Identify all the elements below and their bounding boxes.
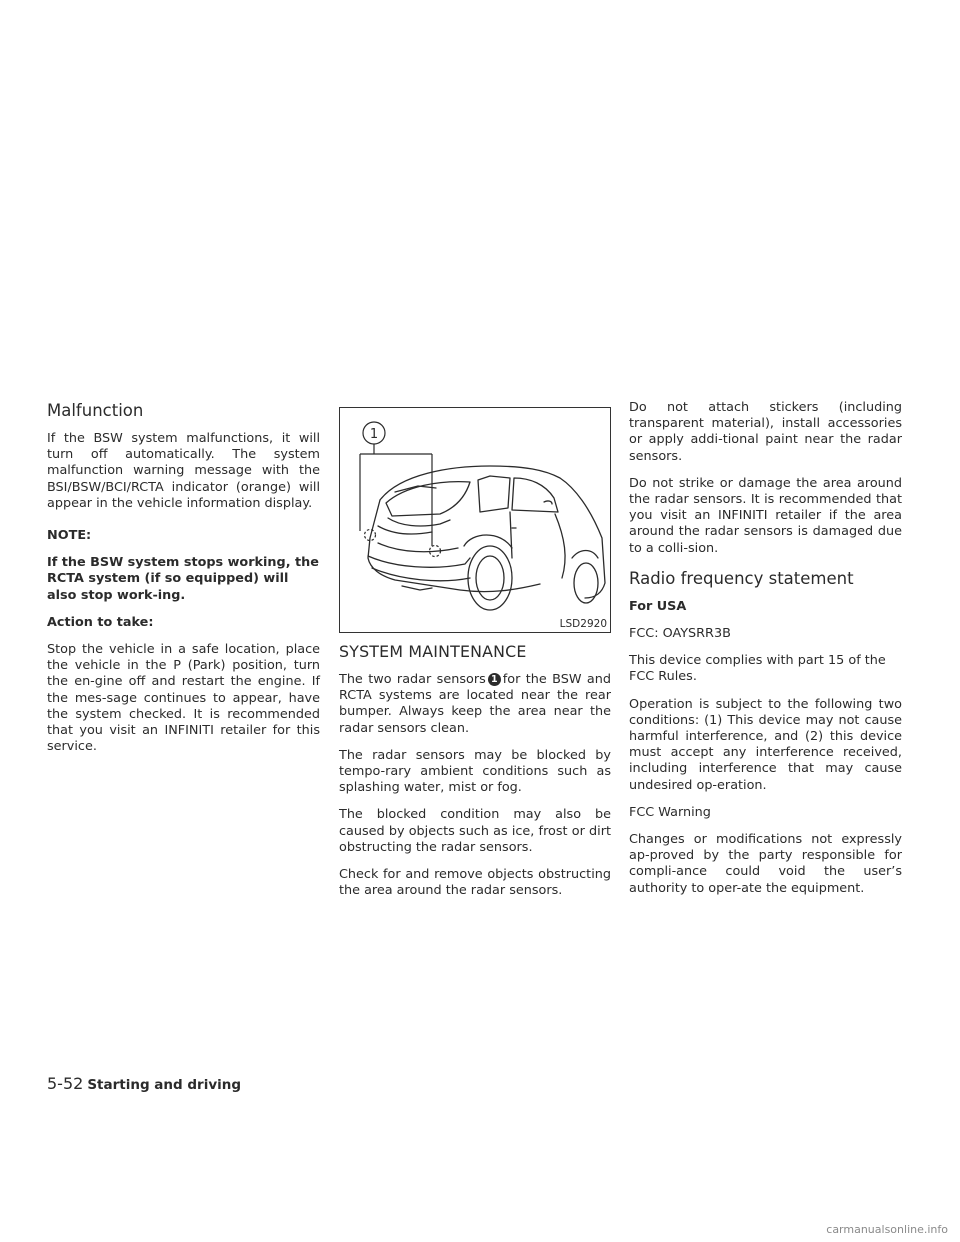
note-label: NOTE: [47,528,92,544]
maintenance-paragraph-3: The blocked condition may also be caused by objects such as ice, frost or dirt obstructing the radar sensors. [339,807,611,855]
maintenance-paragraph-2: The radar sensors may be blocked by tempo-rary ambient conditions such as splashing water, mist or fog. [339,747,611,796]
radar-sensor-figure [339,407,611,633]
page-footer [47,1074,241,1093]
column-left [47,400,320,766]
action-paragraph: Stop the vehicle in a safe location, place the vehicle in the P (Park) position, turn the en-gine off and restart the engine. If the mes-sage continues to appear, have the system checked. It is recommended that you visit an INFINITI retailer for this service. [47,642,320,755]
figure-code: LSD2920 [559,618,607,630]
damage-paragraph: Do not strike or damage the area around the radar sensors. It is recommended that you visit an INFINITI retailer if the area around the radar sensors is damaged due to a colli-sion. [629,475,902,556]
note-text: If the BSW system stops working, the RCTA system (if so equipped) will also stop work-ing. [47,555,319,603]
stickers-paragraph: Do not attach stickers (including transparent material), install accessories or apply addi-tional paint near the radar sensors. [629,400,902,464]
callout-number: 1 [369,427,379,442]
maintenance-paragraph-1 [339,672,611,737]
section-title: Starting and driving [87,1077,242,1093]
maintenance-paragraph-4: Check for and remove objects obstructing the area around the radar sensors. [339,867,611,899]
fcc-id: FCC: OAYSRR3B [629,626,731,642]
column-middle [339,400,611,910]
malfunction-paragraph: If the BSW system malfunctions, it will turn off automatically. The system malfunction warning message with the BSI/BSW/BCI/RCTA indicator (orange) will appear in the vehicle information display. [47,431,320,511]
maintenance-text-pre: The two radar sensors [339,672,486,687]
page-number: 5-52 [47,1074,84,1093]
maintenance-text-post: for the BSW and RCTA systems are located near the rear bumper. Always keep the area near the radar sensors clean. [339,672,611,736]
heading-system-maintenance: SYSTEM MAINTENANCE [339,642,527,661]
watermark: carmanualsonline.info [826,1223,948,1236]
column-right [629,400,902,908]
conditions-paragraph: Operation is subject to the following two conditions: (1) This device may not cause harmful interference, and (2) this device must accept any interference received, including interference that may cause undesired op-eration. [629,696,902,793]
subheading-for-usa: For USA [629,598,687,614]
callout-marker-1: 1 [488,673,501,686]
action-label: Action to take: [47,614,154,630]
fcc-compliance-paragraph: This device complies with part 15 of the FCC Rules. [629,653,886,685]
fcc-warning-label: FCC Warning [629,804,711,820]
heading-malfunction: Malfunction [47,401,144,420]
car-rear-radar-illustration [340,408,610,632]
modifications-paragraph: Changes or modifications not expressly ap-proved by the party responsible for compli-ance could void the user’s authority to oper-ate the equipment. [629,832,902,896]
heading-radio-frequency: Radio frequency statement [629,568,854,588]
